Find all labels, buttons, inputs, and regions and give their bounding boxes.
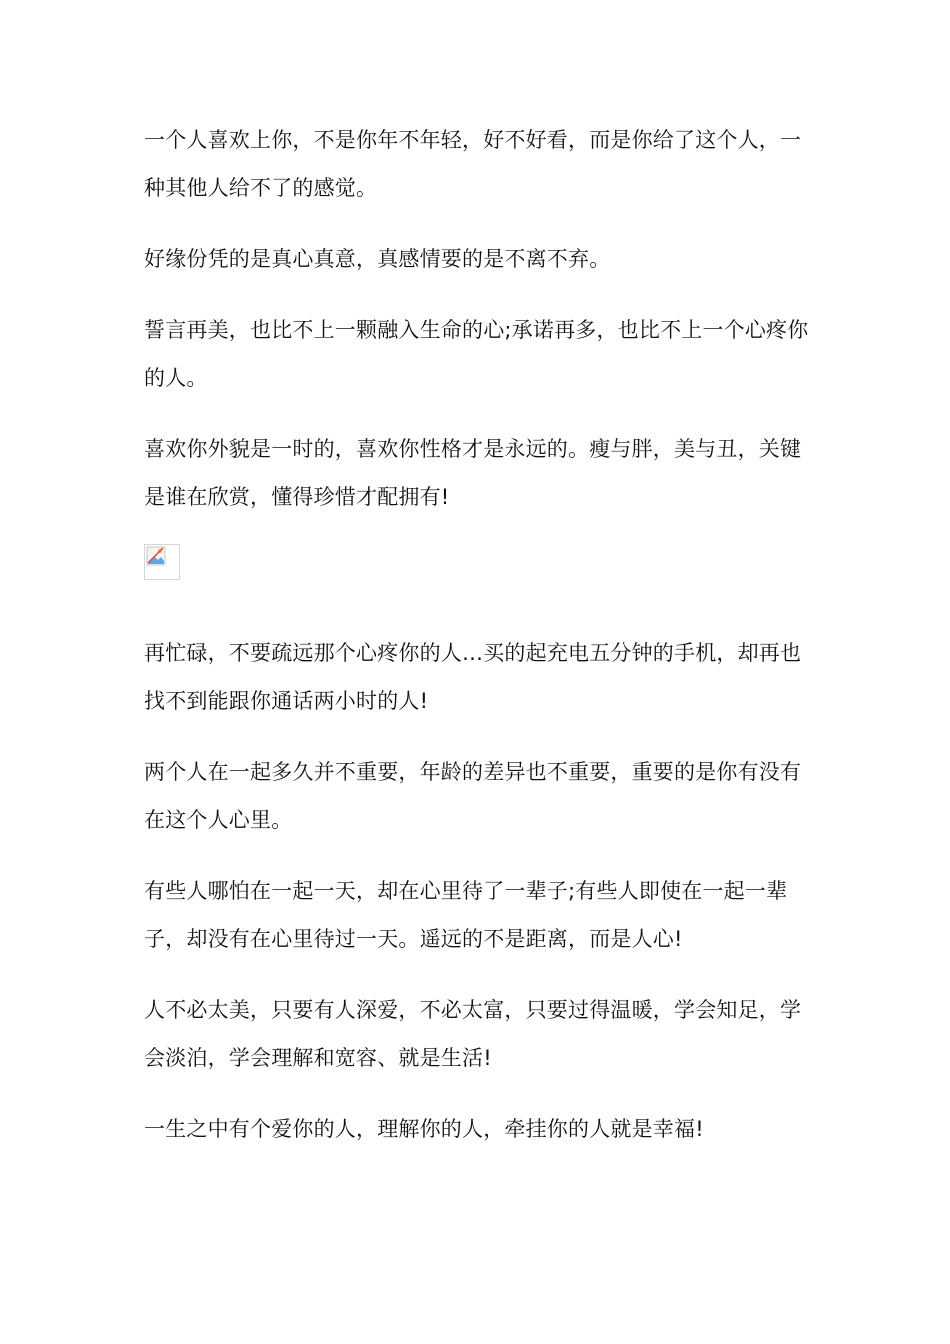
paragraph-8: 人不必太美，只要有人深爱，不必太富，只要过得温暖，学会知足，学会淡泊，学会理解和宽容、就是生活!	[144, 998, 802, 1070]
broken-image-glyph	[146, 546, 166, 566]
paragraph-6: 两个人在一起多久并不重要，年龄的差异也不重要，重要的是你有没有在这个人心里。	[144, 760, 802, 832]
broken-image-icon	[144, 544, 180, 580]
paragraph-1: 一个人喜欢上你，不是你年不年轻，好不好看，而是你给了这个人，一种其他人给不了的感觉。	[144, 128, 802, 200]
document-body	[144, 116, 812, 1176]
paragraph-2: 好缘份凭的是真心真意，真感情要的是不离不弃。	[144, 247, 611, 271]
paragraph-4: 喜欢你外貌是一时的，喜欢你性格才是永远的。瘦与胖，美与丑，关键是谁在欣赏，懂得珍惜才配拥有!	[144, 437, 802, 509]
paragraph-3: 誓言再美，也比不上一颗融入生命的心;承诺再多，也比不上一个心疼你的人。	[144, 318, 809, 390]
paragraph-9: 一生之中有个爱你的人，理解你的人，牵挂你的人就是幸福!	[144, 1117, 704, 1141]
paragraph-7: 有些人哪怕在一起一天，却在心里待了一辈子;有些人即使在一起一辈子，却没有在心里待过一天。遥远的不是距离，而是人心!	[144, 879, 788, 951]
paragraph-5: 再忙碌，不要疏远那个心疼你的人…买的起充电五分钟的手机，却再也找不到能跟你通话两小时的人!	[144, 641, 802, 713]
